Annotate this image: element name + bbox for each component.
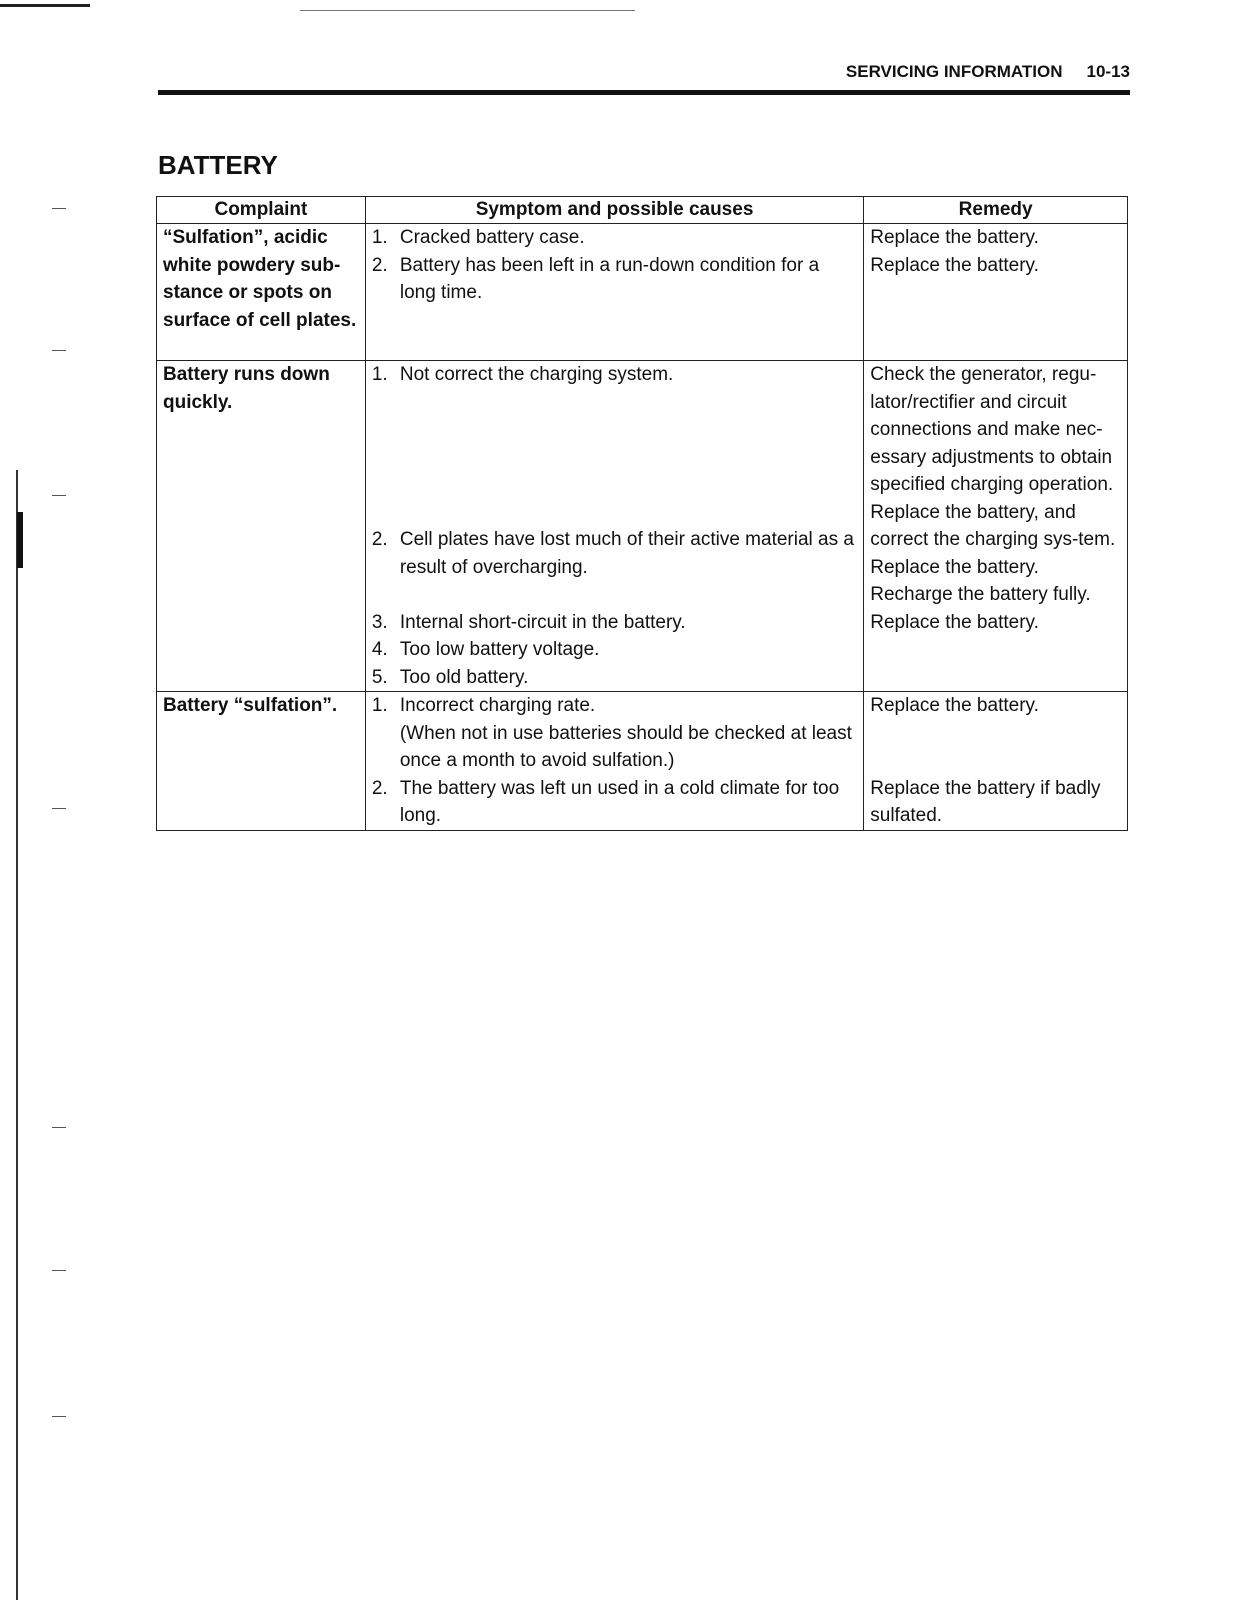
table-header-row <box>157 197 1128 224</box>
table-row <box>157 361 1128 692</box>
remedy-text: Replace the battery, and correct the charging sys-tem. <box>870 501 1116 550</box>
remedy-text: Replace the battery. <box>870 556 1039 578</box>
cause-number: 5. <box>371 666 388 688</box>
remedy-text: Recharge the battery fully. <box>870 584 1091 605</box>
cause-text: Too low battery voltage. <box>399 639 600 660</box>
cause-text-main: Incorrect charging rate. <box>399 695 596 716</box>
remedy-text: Replace the battery. <box>870 254 1039 276</box>
cause-item <box>372 609 857 637</box>
cause-number: 4. <box>371 639 388 660</box>
cause-item <box>372 224 857 252</box>
cause-note: (When not in use batteries should be checked at least once a month to avoid sulfation.) <box>399 722 852 771</box>
cause-text: Cell plates have lost much of their active material as a result of overcharging. <box>399 529 854 578</box>
cause-item <box>372 252 857 307</box>
cause-item <box>372 775 857 830</box>
scan-tick <box>52 495 66 496</box>
remedy-cell <box>864 361 1128 692</box>
cause-number: 3. <box>371 611 388 633</box>
header-rule <box>158 90 1130 95</box>
remedy-text: Replace the battery. <box>870 695 1039 716</box>
column-header-remedy: Remedy <box>864 197 1128 224</box>
scan-tick <box>52 1416 66 1417</box>
remedy-text: Replace the battery. <box>870 227 1039 248</box>
scan-tick <box>52 350 66 351</box>
remedy-text: Replace the battery. <box>870 611 1039 633</box>
remedy-cell <box>864 692 1128 831</box>
table-row <box>157 224 1128 361</box>
cause-text: The battery was left un used in a cold climate for too long. <box>399 777 840 826</box>
cause-item <box>372 692 857 775</box>
remedy-cell <box>864 224 1128 361</box>
symptom-cell <box>365 224 863 361</box>
symptom-cell <box>365 361 863 692</box>
cause-text <box>400 692 857 775</box>
header-section: SERVICING INFORMATION <box>845 62 1063 81</box>
column-header-symptom: Symptom and possible causes <box>365 197 863 224</box>
scan-tick <box>52 208 66 209</box>
column-header-complaint: Complaint <box>157 197 366 224</box>
scan-artifact-left-edge <box>16 470 18 1600</box>
scan-artifact-top-line <box>300 10 635 11</box>
page-title: BATTERY <box>158 150 278 180</box>
cause-text: Too old battery. <box>399 666 529 688</box>
cause-number: 2. <box>371 777 388 799</box>
scan-tick <box>52 1127 66 1128</box>
cause-item <box>372 664 857 692</box>
symptom-cell <box>365 692 863 831</box>
cause-item <box>372 636 857 664</box>
complaint-cell: Battery “sulfation”. <box>157 692 366 831</box>
table-row <box>157 692 1128 831</box>
scan-tick <box>52 808 66 809</box>
cause-text: Battery has been left in a run-down condition for a long time. <box>399 254 820 303</box>
cause-number: 1. <box>371 695 388 716</box>
cause-text: Not correct the charging system. <box>399 364 674 385</box>
cause-number: 1. <box>371 364 388 385</box>
cause-text: Cracked battery case. <box>399 227 585 248</box>
cause-number: 2. <box>371 254 388 276</box>
cause-number: 2. <box>371 529 388 550</box>
cause-number: 1. <box>371 227 388 248</box>
scan-artifact-left-bar <box>17 512 23 568</box>
complaint-cell: Battery runs down quickly. <box>157 361 366 692</box>
cause-item <box>372 526 857 609</box>
troubleshooting-table <box>156 196 1128 831</box>
running-header <box>158 62 1130 90</box>
complaint-cell: “Sulfation”, acidic white powdery sub-stance or spots on surface of cell plates. <box>157 224 366 361</box>
scan-artifact-top <box>0 4 90 7</box>
remedy-text: Replace the battery if badly sulfated. <box>870 777 1101 826</box>
header-page-number: 10-13 <box>1086 62 1130 81</box>
remedy-text: Check the generator, regu-lator/rectifier and circuit connections and make nec-essary adjustments to obtain specified charging operation. <box>870 364 1114 495</box>
cause-item <box>372 361 857 526</box>
scan-tick <box>52 1270 66 1271</box>
cause-text: Internal short-circuit in the battery. <box>399 611 686 633</box>
